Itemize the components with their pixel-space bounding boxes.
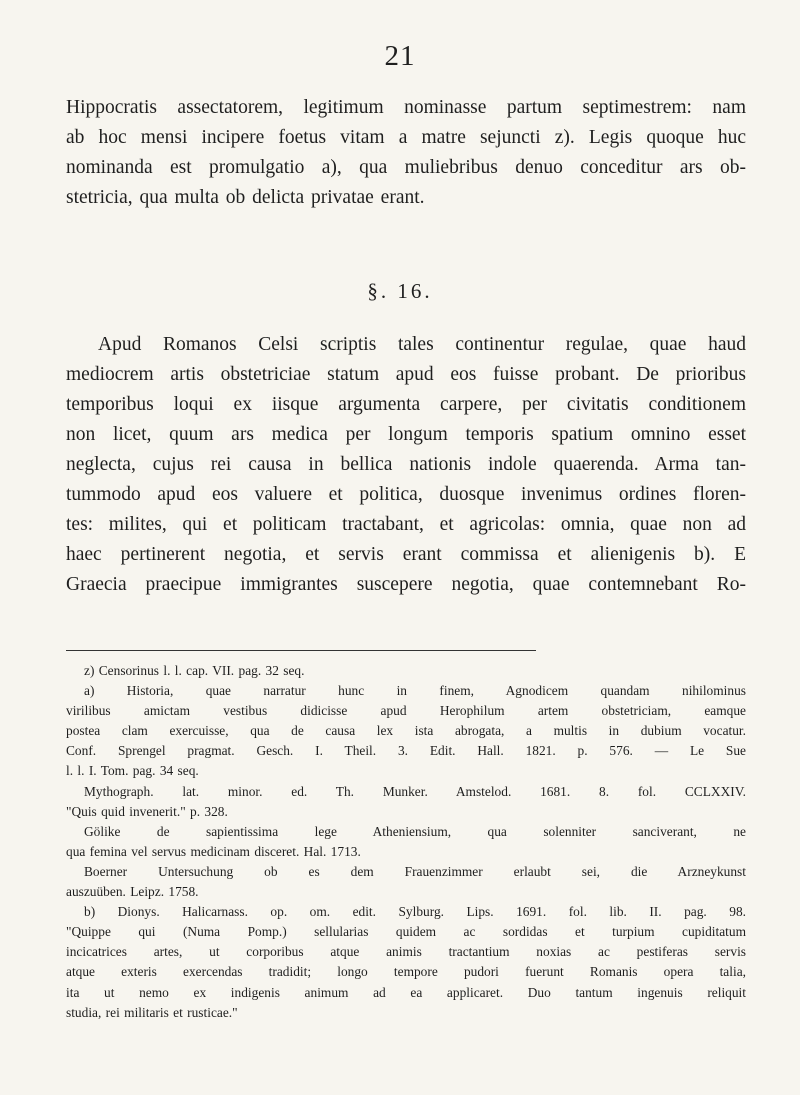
text-line: tummodo apud eos valuere et politica, duosque invenimus ordines floren- bbox=[66, 484, 746, 505]
footnote-line: "Quis quid invenerit." p. 328. bbox=[66, 803, 228, 819]
footnote-line: atque exteris exercendas tradidit; longo tempore pudori fuerunt Romanis opera talia, bbox=[66, 964, 746, 980]
footnote-divider bbox=[66, 650, 536, 651]
footnote-line: l. l. I. Tom. pag. 34 seq. bbox=[66, 763, 199, 779]
text-line: Apud Romanos Celsi scriptis tales continentur regulae, quae haud bbox=[98, 334, 746, 355]
footnote-line: a) Historia, quae narratur hunc in finem, Agnodicem quandam nihilominus bbox=[84, 683, 746, 699]
footnote-line: Gölike de sapientissima lege Atheniensium, qua solenniter sanciverant, ne bbox=[84, 823, 746, 839]
text-line: ab hoc mensi incipere foetus vitam a matre sejuncti z). Legis quoque huc bbox=[66, 127, 746, 148]
footnote-line: auszuüben. Leipz. 1758. bbox=[66, 884, 199, 900]
footnotes bbox=[66, 661, 746, 1023]
text-line: neglecta, cujus rei causa in bellica nationis indole quaerenda. Arma tan- bbox=[66, 454, 746, 475]
footnote-line: Mythograph. lat. minor. ed. Th. Munker. Amstelod. 1681. 8. fol. CCLXXIV. bbox=[84, 783, 746, 799]
section-heading: §. 16. bbox=[367, 279, 433, 303]
footnote-line: ita ut nemo ex indigenis animum ad ea applicaret. Duo tantum ingenuis reliquit bbox=[66, 984, 746, 1000]
footnote-line: b) Dionys. Halicarnass. op. om. edit. Sylburg. Lips. 1691. fol. lib. II. pag. 98. bbox=[84, 904, 746, 920]
footnote-line: "Quippe qui (Numa Pomp.) sellularias quidem ac sordidas et turpium cupiditatum bbox=[66, 924, 746, 940]
footnote-line: qua femina vel servus medicinam disceret. Hal. 1713. bbox=[66, 843, 361, 859]
page-number: 21 bbox=[384, 40, 416, 72]
text-line: Graecia praecipue immigrantes suscepere negotia, quae contemnebant Ro- bbox=[66, 574, 746, 595]
footnote-line: Boerner Untersuchung ob es dem Frauenzimmer erlaubt sei, die Arzneykunst bbox=[84, 863, 746, 879]
footnote-line: studia, rei militaris et rusticae." bbox=[66, 1004, 238, 1020]
text-line: nominanda est promulgatio a), qua muliebribus denuo conceditur ars ob- bbox=[66, 157, 746, 178]
paragraph-section-16 bbox=[66, 330, 746, 600]
footnote-line: postea clam exercuisse, qua de causa lex ista abrogata, a multis in dubium vocatur. bbox=[66, 723, 746, 739]
footnote-line: incicatrices artes, ut corporibus atque animis tractantium noxias ac pestiferas servis bbox=[66, 944, 746, 960]
paragraph-continued bbox=[66, 93, 746, 213]
footnote-line: Conf. Sprengel pragmat. Gesch. I. Theil. 3. Edit. Hall. 1821. p. 576. — Le Sue bbox=[66, 743, 746, 759]
text-line: non licet, quum ars medica per longum temporis spatium omnino esset bbox=[66, 424, 746, 445]
text-line: haec pertinerent negotia, et servis erant commissa et alienigenis b). E bbox=[66, 544, 746, 565]
text-line: tes: milites, qui et politicam tractabant, et agricolas: omnia, quae non ad bbox=[66, 514, 746, 535]
text-line: stetricia, qua multa ob delicta privatae erant. bbox=[66, 187, 425, 208]
text-line: mediocrem artis obstetriciae statum apud eos fuisse probant. De prioribus bbox=[66, 364, 746, 385]
text-line: Hippocratis assectatorem, legitimum nominasse partum septimestrem: nam bbox=[66, 97, 746, 118]
footnote-line: virilibus amictam vestibus didicisse apud Herophilum artem obstetriciam, eamque bbox=[66, 703, 746, 719]
text-line: temporibus loqui ex iisque argumenta carpere, per civitatis conditionem bbox=[66, 394, 746, 415]
footnote-line: z) Censorinus l. l. cap. VII. pag. 32 seq. bbox=[84, 663, 305, 678]
